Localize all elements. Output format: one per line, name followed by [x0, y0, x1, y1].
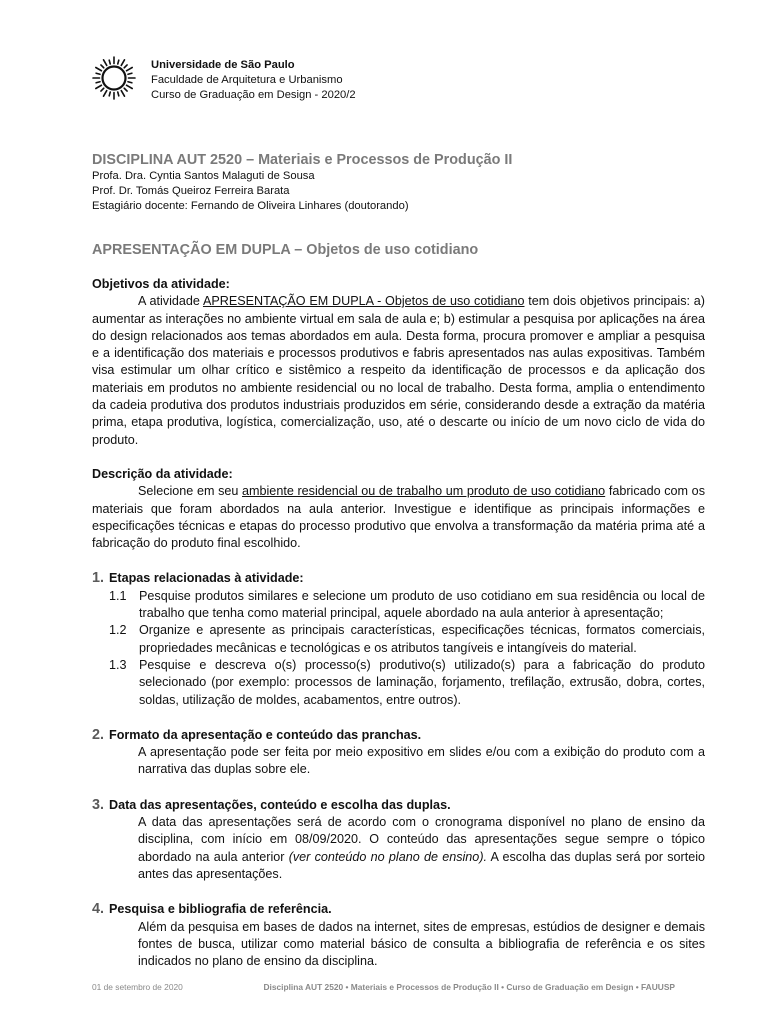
underlined-phrase: ambiente residencial ou de trabalho um produto de uso cotidiano — [242, 484, 606, 499]
university-name: Universidade de São Paulo — [151, 59, 295, 71]
faculty-name: Faculdade de Arquitetura e Urbanismo — [151, 74, 343, 86]
section-number: 2. — [92, 726, 105, 743]
list-item: 1.3 Pesquise e descreva o(s) processo(s) produtivo(s) utilizado(s) para a fabricação do produto selecionado (por exemplo: processos de laminação, forjamento, trefilação, extrusão, dobra, cortes, soldas, utilização de moldes, acabamentos, entre outros). — [109, 657, 705, 707]
activity-link[interactable]: APRESENTAÇÃO EM DUPLA - Objetos de uso cotidiano — [202, 294, 525, 309]
list-item: 1.1 Pesquise produtos similares e selecione um produto de uso cotidiano em sua residência ou local de trabalho que tenha como material principal, aquele abordado na aula anterior à apresentação; — [109, 588, 705, 621]
staff-line: Prof. Dr. Tomás Queiroz Ferreira Barata — [92, 185, 290, 197]
section-heading: Formato da apresentação e conteúdo das pranchas. — [109, 727, 422, 742]
usp-sun-logo-icon — [92, 56, 136, 100]
description-paragraph: Selecione em seu ambiente residencial ou de trabalho um produto de uso cotidiano fabricado com os materiais que foram abordados na aula anterior. Investigue e identifique as principais informações e especificações técnicas e etapas do processo produtivo que envolva a transformação da matéria prima até a fabricação do produto final escolhido. — [92, 484, 705, 551]
section-number: 4. — [92, 901, 105, 918]
section-body: A data das apresentações será de acordo com o cronograma disponível no plano de ensino da disciplina, com início em 08/09/2020. O conteúdo das apresentações segue sempre o tópico abordado na aula anterior (ver conteúdo no plano de ensino). A escolha das duplas será por sorteio antes das apresentações. — [138, 815, 705, 881]
section-1 — [92, 570, 705, 708]
discipline-block — [92, 151, 712, 214]
section-heading: Etapas relacionadas à atividade: — [109, 571, 304, 586]
section-4 — [92, 901, 705, 970]
section-body: A apresentação pode ser feita por meio expositivo em slides e/ou com a exibição do produto com a narrativa das duplas sobre ele. — [138, 745, 705, 777]
footer-info: Disciplina AUT 2520 • Materiais e Processos de Produção II • Curso de Graduação em Design • FAUUSP — [263, 982, 675, 992]
footer-date: 01 de setembro de 2020 — [92, 982, 183, 992]
section-3 — [92, 797, 705, 883]
discipline-title: DISCIPLINA AUT 2520 – Materiais e Processos de Produção II — [92, 152, 513, 168]
activity-title: APRESENTAÇÃO EM DUPLA – Objetos de uso cotidiano — [92, 242, 479, 258]
section-body: Além da pesquisa em bases de dados na internet, sites de empresas, estúdios de designer e demais fontes de busca, utilizar como material básico de consulta a bibliografia de referência e os sites indicados no plano de ensino da disciplina. — [138, 919, 705, 969]
section-number: 3. — [92, 796, 105, 813]
document-body — [92, 276, 705, 970]
staff-line: Estagiário docente: Fernando de Oliveira Linhares (doutorando) — [92, 200, 409, 212]
section-2 — [92, 727, 705, 779]
objectives-heading: Objetivos da atividade: — [92, 277, 230, 291]
section-heading: Data das apresentações, conteúdo e escolha das duplas. — [109, 797, 451, 812]
objectives-paragraph: A atividade APRESENTAÇÃO EM DUPLA - Objetos de uso cotidiano tem dois objetivos principais: a) aumentar as interações no ambiente virtual em sala de aula e; b) estimular a pesquisa por aplicações na área do design relacionados aos temas abordados em aula. Desta forma, procura promover e ampliar a pesquisa e a identificação dos materiais e processos produtivos e fabris apresentados nas aulas expositivas. Também visa estimular um olhar crítico e sistêmico a respeito da identificação de processos e da aplicação dos materiais em produtos no ambiente residencial ou no local de trabalho. Desta forma, amplia o entendimento da cadeia produtiva dos produtos industriais produzidos em série, considerando desde a extração da matéria prima, etapa produtiva, logística, comercialização, uso, até o descarte ou início de um novo ciclo de vida do produto. — [92, 294, 705, 447]
staff-line: Profa. Dra. Cyntia Santos Malaguti de Sousa — [92, 170, 315, 182]
page-footer — [92, 982, 675, 992]
course-name: Curso de Graduação em Design - 2020/2 — [151, 89, 356, 101]
section-heading: Pesquisa e bibliografia de referência. — [109, 902, 332, 917]
institution-block — [151, 58, 356, 103]
section-number: 1. — [92, 570, 105, 587]
list-item: 1.2 Organize e apresente as principais características, especificações técnicas, formatos comerciais, propriedades mecânicas e tecnológicas e os atributos tangíveis e intangíveis do material. — [109, 623, 705, 655]
description-heading: Descrição da atividade: — [92, 466, 233, 481]
